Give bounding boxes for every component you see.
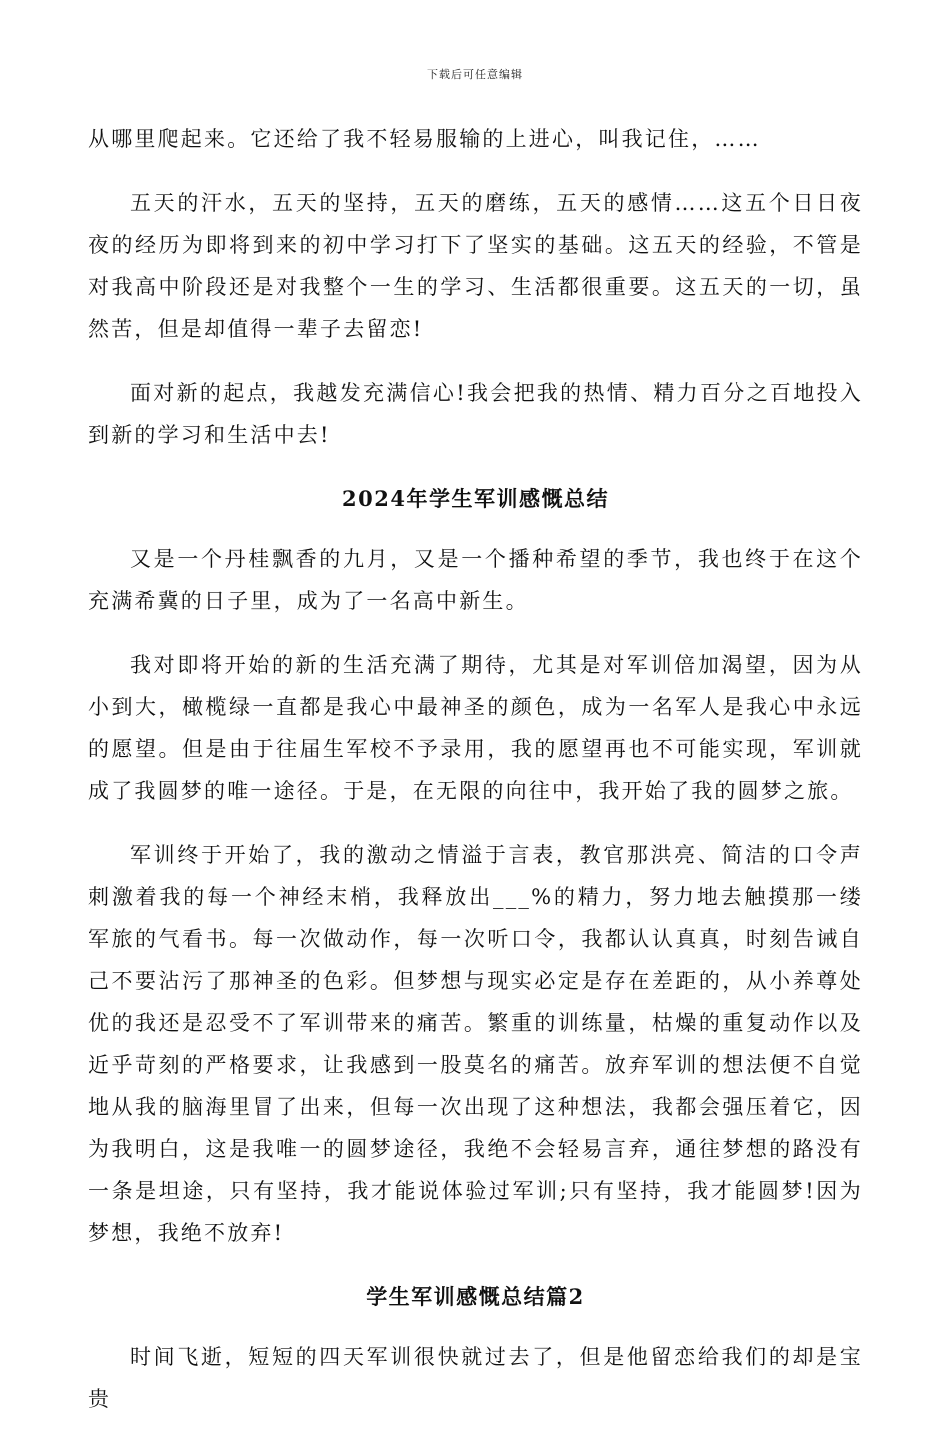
- paragraph-3: 面对新的起点，我越发充满信心!我会把我的热情、精力百分之百地投入到新的学习和生活中去!: [88, 381, 863, 447]
- paragraph-6: 军训终于开始了，我的激动之情溢于言表，教官那洪亮、简洁的口令声刺激着我的每一个神经末梢，我释放出___%的精力，努力地去触摸那一缕军旅的气看书。每一次做动作，每一次听口令，我都认认真真，时刻告诫自己不要沾污了那神圣的色彩。但梦想与现实必定是存在差距的，从小养尊处优的我还是忍受不了军训带来的痛苦。繁重的训练量，枯燥的重复动作以及近乎苛刻的严格要求，让我感到一股莫名的痛苦。放弃军训的想法便不自觉地从我的脑海里冒了出来，但每一次出现了这种想法，我都会强压着它，因为我明白，这是我唯一的圆梦途径，我绝不会轻易言弃，通往梦想的路没有一条是坦途，只有坚持，我才能说体验过军训;只有坚持，我才能圆梦!因为梦想，我绝不放弃!: [88, 843, 863, 1245]
- paragraph-5: 我对即将开始的新的生活充满了期待，尤其是对军训倍加渴望，因为从小到大，橄榄绿一直都是我心中最神圣的颜色，成为一名军人是我心中永远的愿望。但是由于往届生军校不予录用，我的愿望再也不可能实现，军训就成了我圆梦的唯一途径。于是，在无限的向往中，我开始了我的圆梦之旅。: [88, 653, 863, 803]
- paragraph-1: 从哪里爬起来。它还给了我不轻易服输的上进心，叫我记住，……: [88, 127, 761, 151]
- page-header: 下载后可任意编辑: [427, 68, 523, 81]
- section-heading-1: 2024年学生军训感慨总结: [342, 486, 609, 511]
- section-heading-2: 学生军训感慨总结篇2: [366, 1284, 585, 1309]
- document-body: [88, 118, 863, 1442]
- paragraph-7: 时间飞逝，短短的四天军训很快就过去了，但是他留恋给我们的却是宝贵: [88, 1345, 863, 1411]
- paragraph-2: 五天的汗水，五天的坚持，五天的磨练，五天的感情……这五个日日夜夜的经历为即将到来的初中学习打下了坚实的基础。这五天的经验，不管是对我高中阶段还是对我整个一生的学习、生活都很重要。这五天的一切，虽然苦，但是却值得一辈子去留恋!: [88, 191, 863, 341]
- paragraph-4: 又是一个丹桂飘香的九月，又是一个播种希望的季节，我也终于在这个充满希冀的日子里，成为了一名高中新生。: [88, 547, 863, 613]
